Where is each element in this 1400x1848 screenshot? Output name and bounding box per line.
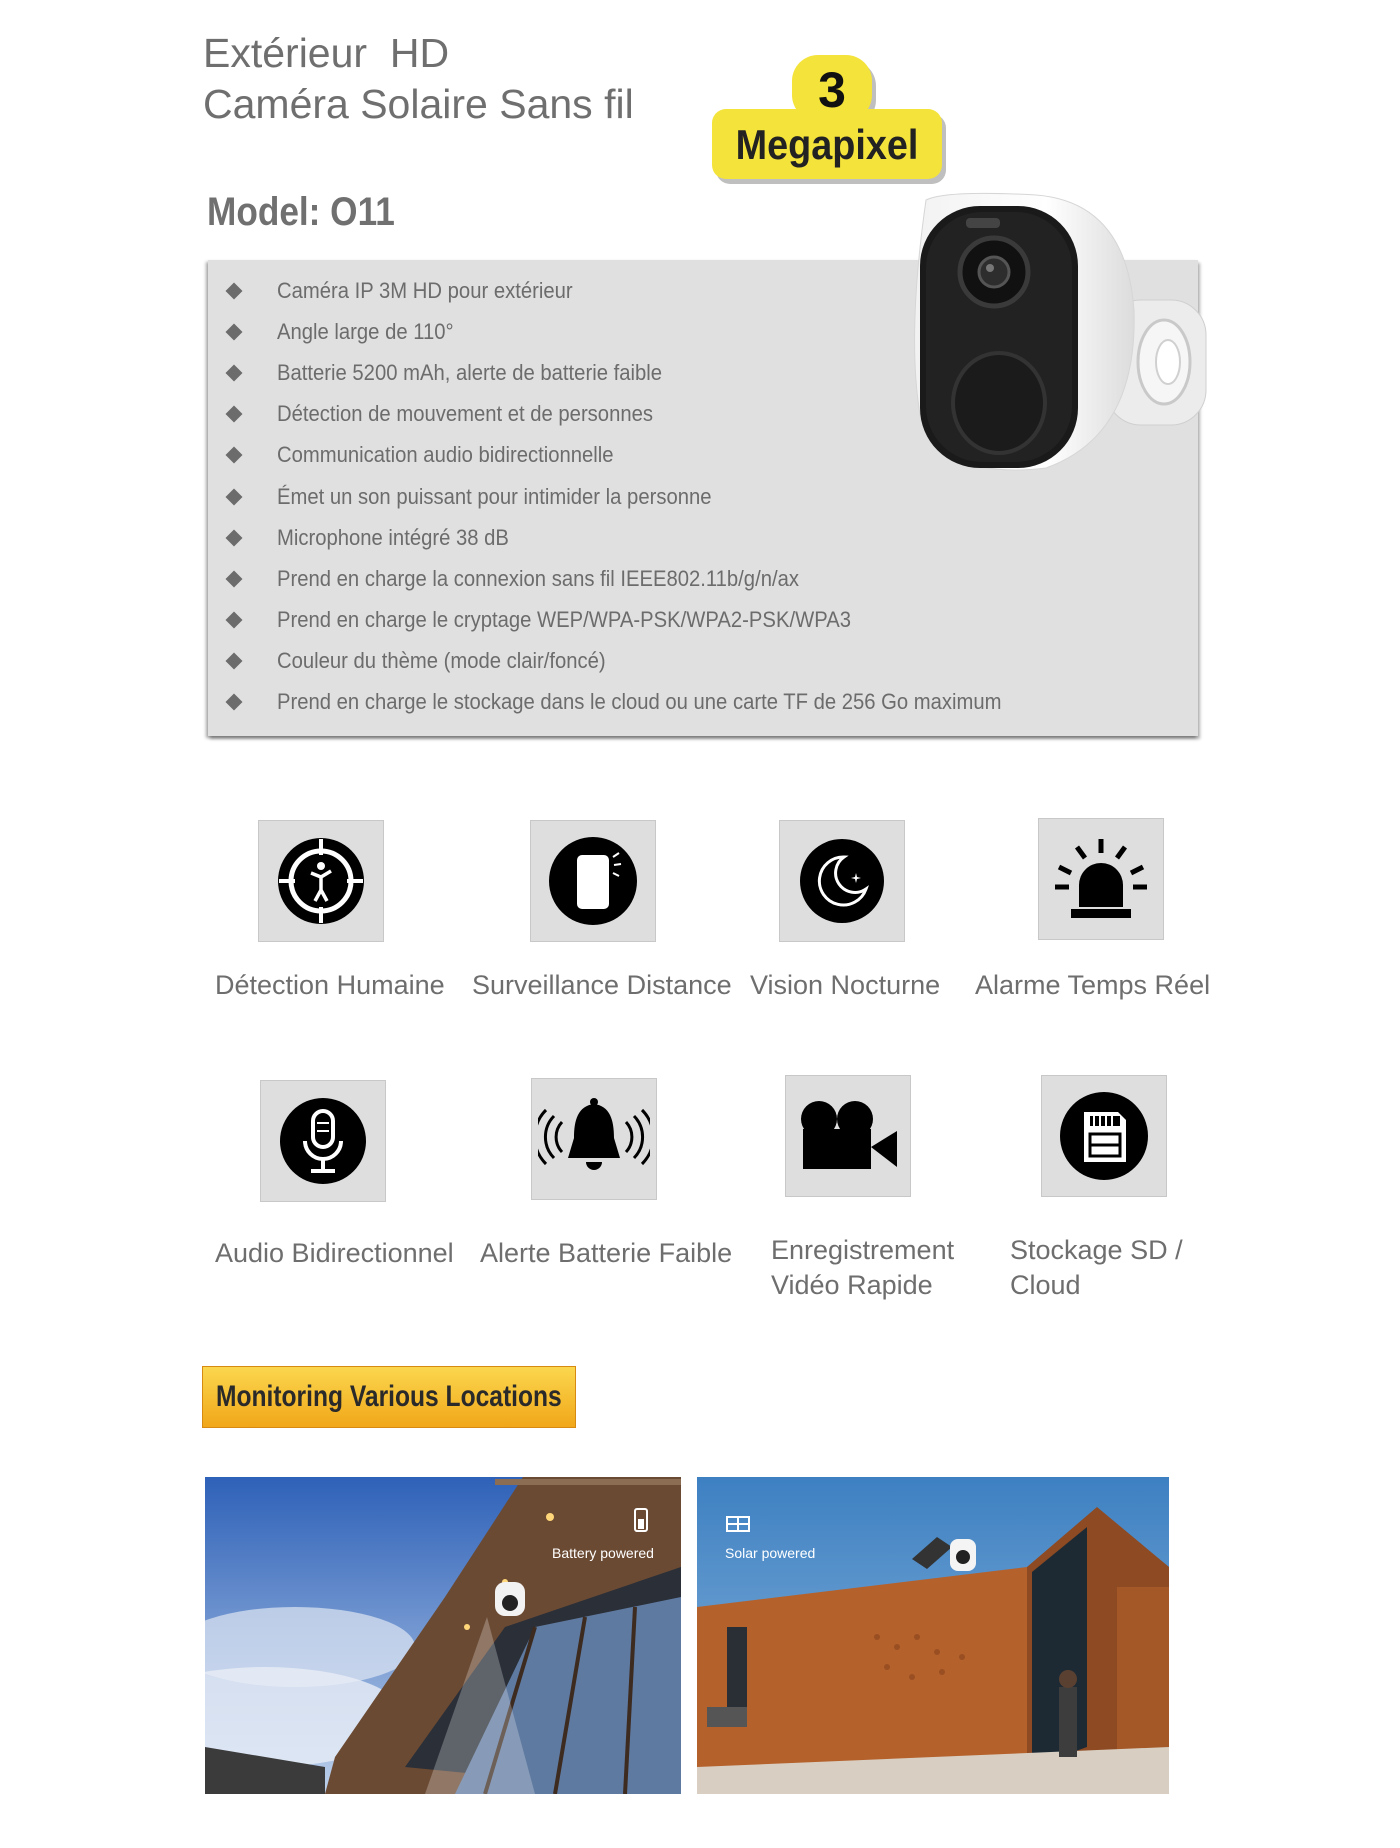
feature-item (208, 600, 1198, 641)
feature-text: Communication audio bidirectionnelle (277, 442, 614, 468)
title-line-2: Caméra Solaire Sans fil (203, 81, 634, 127)
feature-label-line: Vidéo Rapide (771, 1270, 933, 1300)
feature-text: Couleur du thème (mode clair/foncé) (277, 648, 606, 674)
diamond-bullet-icon (226, 323, 243, 340)
night-vision-moon-icon (779, 820, 905, 942)
battery-powered-photo (205, 1477, 681, 1794)
diamond-bullet-icon (226, 447, 243, 464)
feature-label: Alerte Batterie Faible (480, 1238, 733, 1268)
feature-label (1010, 1233, 1183, 1303)
diamond-bullet-icon (226, 570, 243, 587)
camera-product-image (906, 190, 1212, 490)
model-name: Model: O11 (207, 190, 395, 234)
sd-card-icon (1041, 1075, 1167, 1197)
siren-alarm-icon (1038, 818, 1164, 940)
feature-label-line: Cloud (1010, 1270, 1081, 1300)
solar-powered-caption: Solar powered (725, 1545, 816, 1561)
feature-item (208, 682, 1198, 723)
diamond-bullet-icon (226, 612, 243, 629)
feature-text: Émet un son puissant pour intimider la personne (277, 483, 712, 509)
feature-text: Détection de mouvement et de personnes (277, 401, 653, 427)
monitoring-button-label: Monitoring Various Locations (216, 1380, 562, 1413)
feature-label: Alarme Temps Réel (975, 970, 1211, 1000)
feature-text: Batterie 5200 mAh, alerte de batterie faible (277, 359, 662, 385)
video-camera-icon (785, 1075, 911, 1197)
diamond-bullet-icon (226, 653, 243, 670)
feature-label: Vision Nocturne (750, 970, 941, 1000)
diamond-bullet-icon (226, 529, 243, 546)
diamond-bullet-icon (226, 364, 243, 381)
feature-label (771, 1233, 954, 1303)
title-line-1: Extérieur HD (203, 30, 450, 76)
badge-label: Megapixel (735, 121, 919, 168)
diamond-bullet-icon (226, 694, 243, 711)
feature-label-line: Enregistrement (771, 1235, 955, 1265)
page-title (203, 28, 634, 130)
megapixel-badge (712, 55, 944, 185)
feature-label: Audio Bidirectionnel (215, 1238, 454, 1268)
feature-item (208, 558, 1198, 599)
battery-powered-caption: Battery powered (552, 1545, 654, 1561)
diamond-bullet-icon (226, 406, 243, 423)
feature-text: Prend en charge la connexion sans fil IEEE802.11b/g/n/ax (277, 565, 799, 591)
feature-label-line: Stockage SD / (1010, 1235, 1183, 1265)
feature-item (208, 517, 1198, 558)
feature-item (208, 641, 1198, 682)
feature-text: Caméra IP 3M HD pour extérieur (277, 277, 573, 303)
feature-text: Prend en charge le stockage dans le cloud ou une carte TF de 256 Go maximum (277, 689, 1002, 715)
ringing-bell-icon (531, 1078, 657, 1200)
feature-label: Détection Humaine (215, 970, 445, 1000)
solar-powered-photo (697, 1477, 1169, 1794)
microphone-icon (260, 1080, 386, 1202)
feature-label: Surveillance Distance (472, 970, 732, 1000)
monitoring-locations-button[interactable] (202, 1366, 576, 1428)
remote-phone-icon (530, 820, 656, 942)
diamond-bullet-icon (226, 488, 243, 505)
badge-number: 3 (818, 62, 846, 118)
human-detection-icon (258, 820, 384, 942)
feature-text: Prend en charge le cryptage WEP/WPA-PSK/WPA2-PSK/WPA3 (277, 607, 851, 633)
feature-text: Microphone intégré 38 dB (277, 524, 509, 550)
feature-text: Angle large de 110° (277, 318, 454, 344)
diamond-bullet-icon (226, 282, 243, 299)
